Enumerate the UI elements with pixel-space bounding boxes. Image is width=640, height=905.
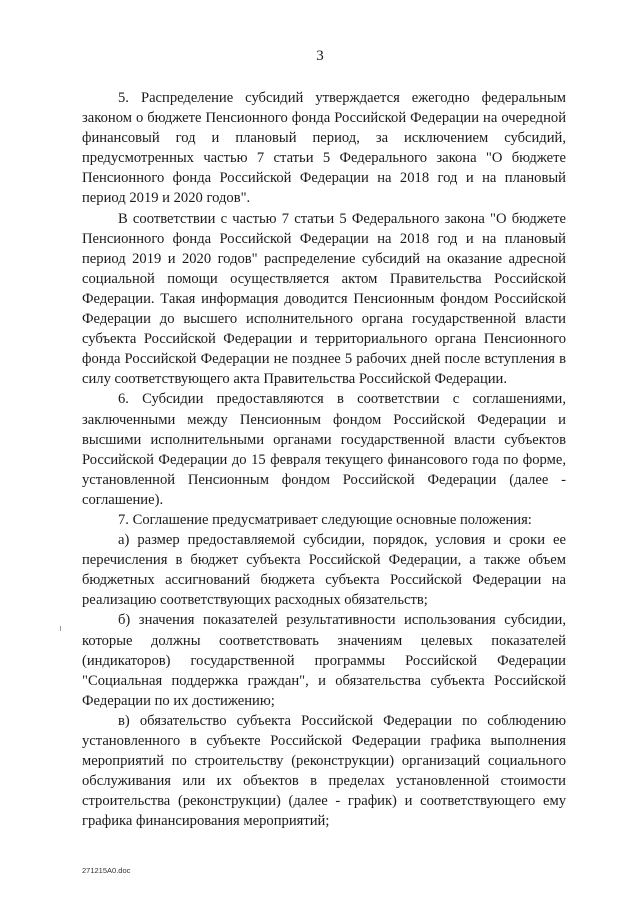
page-number: 3 xyxy=(316,48,324,64)
margin-mark xyxy=(60,626,61,631)
paragraph-7: 7. Соглашение предусматривает следующие основные положения: xyxy=(118,511,532,528)
file-name-footer: 271215A0.doc xyxy=(82,866,131,875)
paragraph-6: 6. Субсидии предоставляются в соответствии с соглашениями, заключенными между Пенсионным фондом Российской Федерации и высшими исполнительными органами государственной власти субъектов Российской Федерации до 15 февраля текущего финансового года по форме, установленной Пенсионным фондом Российской Федерации (далее - соглашение). xyxy=(82,391,566,508)
paragraph-5-continued: В соответствии с частью 7 статьи 5 Федерального закона "О бюджете Пенсионного фонда Российской Федерации на 2018 год и на плановый период 2019 и 2020 годов" распределение субсидий на оказание адресной социальной помощи осуществляется актом Правительства Российской Федерации. Такая информация доводится Пенсионным фондом Российской Федерации до высшего исполнительного органа государственной власти субъекта Российской Федерации и территориального органа Пенсионного фонда Российской Федерации не позднее 5 рабочих дней после вступления в силу соответствующего акта Правительства Российской Федерации. xyxy=(82,210,566,388)
paragraph-7-a: а) размер предоставляемой субсидии, порядок, условия и сроки ее перечисления в бюджет субъекта Российской Федерации, а также объем бюджетных ассигнований бюджета субъекта Российской Федерации на реализацию соответствующих расходных обязательств; xyxy=(82,532,566,609)
paragraph-7-v: в) обязательство субъекта Российской Федерации по соблюдению установленного в субъекте Российской Федерации графика выполнения мероприятий по строительству (реконструкции) организаций социального обслуживания или их объектов в пределах установленной стоимости строительства (реконструкции) (далее - график) и соответствующего ему графика финансирования мероприятий; xyxy=(82,712,566,830)
paragraph-7-b: б) значения показателей результативности использования субсидии, которые должны соответствовать значениям целевых показателей (индикаторов) государственной программы Российской Федерации "Социальная поддержка граждан", и обязательства субъекта Российской Федерации по их достижению; xyxy=(82,612,566,709)
paragraph-5: 5. Распределение субсидий утверждается ежегодно федеральным законом о бюджете Пенсионного фонда Российской Федерации на очередной финансовый год и плановый период, за исключением субсидий, предусмотренных частью 7 статьи 5 Федерального закона "О бюджете Пенсионного фонда Российской Федерации на 2018 год и на плановый период 2019 и 2020 годов". xyxy=(82,90,566,207)
document-body xyxy=(82,88,566,831)
